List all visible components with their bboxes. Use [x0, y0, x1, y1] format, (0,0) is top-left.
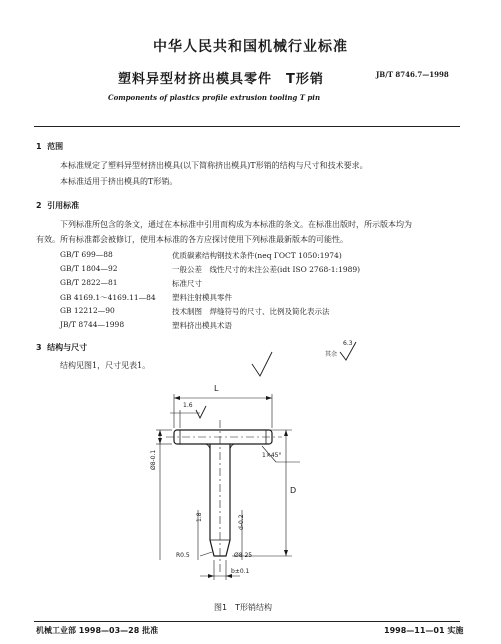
section-2-line-1: 下列标准所包含的条文，通过在本标准中引用而构成为本标准的条文。在标准出版时，所示版本均为: [60, 220, 412, 229]
implementation-line: 1998—11—01 实施: [384, 626, 464, 635]
roughness-note-label: 其余: [325, 351, 338, 358]
roughness-value: 6.3: [343, 340, 353, 347]
section-number: 1: [36, 142, 42, 151]
reference-code: GB/T 2822—81: [60, 278, 118, 287]
roughness-symbol-top: [252, 352, 272, 376]
reference-code: JB/T 8744—1998: [60, 320, 125, 329]
reference-code: GB/T 699—88: [60, 250, 113, 259]
dim-L: L: [214, 384, 219, 393]
figure-caption: 图1 T形销结构: [214, 603, 272, 612]
approval-line: 机械工业部 1998—03—28 批准: [36, 626, 159, 635]
reference-title: 技术制图 焊缝符号的尺寸、比例及简化表示法: [172, 307, 330, 316]
section-title: 结构与尺寸: [47, 343, 88, 352]
section-1-line-2: 本标准适用于挤出模具的T形销。: [60, 177, 178, 186]
reference-code: GB 12212—90: [60, 306, 115, 315]
reference-code: GB/T 1804—92: [60, 264, 118, 273]
standard-title: 中华人民共和国机械行业标准: [153, 39, 348, 55]
section-number: 2: [36, 201, 42, 210]
reference-code: GB 4169.1～4169.11—84: [60, 293, 156, 302]
reference-title: 标准尺寸: [172, 279, 202, 288]
dim-radius: R0.5: [176, 552, 190, 559]
document-subtitle: Components of plastics profile extrusion tooling T pin: [108, 93, 321, 102]
dim-tip-width: b±0.1: [231, 568, 250, 575]
dim-D: D: [290, 486, 297, 495]
footer-rule: [34, 621, 460, 622]
section-title: 范围: [47, 142, 64, 151]
standard-number: JB/T 8746.7—1998: [376, 70, 449, 79]
section-2-line-2: 有效。所有标准都会被修订，使用本标准的各方应探讨使用下列标准最新版本的可能性。: [36, 235, 348, 244]
section-1-line-1: 本标准规定了塑料异型材挤出模具(以下简称挤出模具)T形销的结构与尺寸和技术要求。: [60, 161, 368, 170]
dim-tip-diameter: Ø8 25: [234, 552, 253, 559]
reference-title: 塑料注射模具零件: [172, 293, 232, 302]
section-3-line-1: 结构见图1，尺寸见表1。: [60, 361, 151, 370]
dim-shank-tolerance: d-0.2: [238, 514, 245, 530]
dim-chamfer-1-6: 1.6: [183, 402, 193, 409]
reference-title: 优质碳素结构钢技术条件(neq ГОСТ 1050:1974): [172, 251, 342, 260]
dim-height: 1.8: [196, 512, 203, 522]
section-number: 3: [36, 343, 42, 352]
dim-chamfer-45: 1×45°: [262, 452, 282, 459]
reference-title: 一般公差 线性尺寸的未注公差(idt ISO 2768-1:1989): [172, 265, 361, 274]
reference-title: 塑料挤出模具术语: [172, 321, 232, 330]
dim-head-diameter: Ø8-0.1: [150, 449, 157, 470]
section-title: 引用标准: [47, 201, 80, 210]
document-title: 塑料异型材挤出模具零件 T形销: [118, 72, 324, 87]
